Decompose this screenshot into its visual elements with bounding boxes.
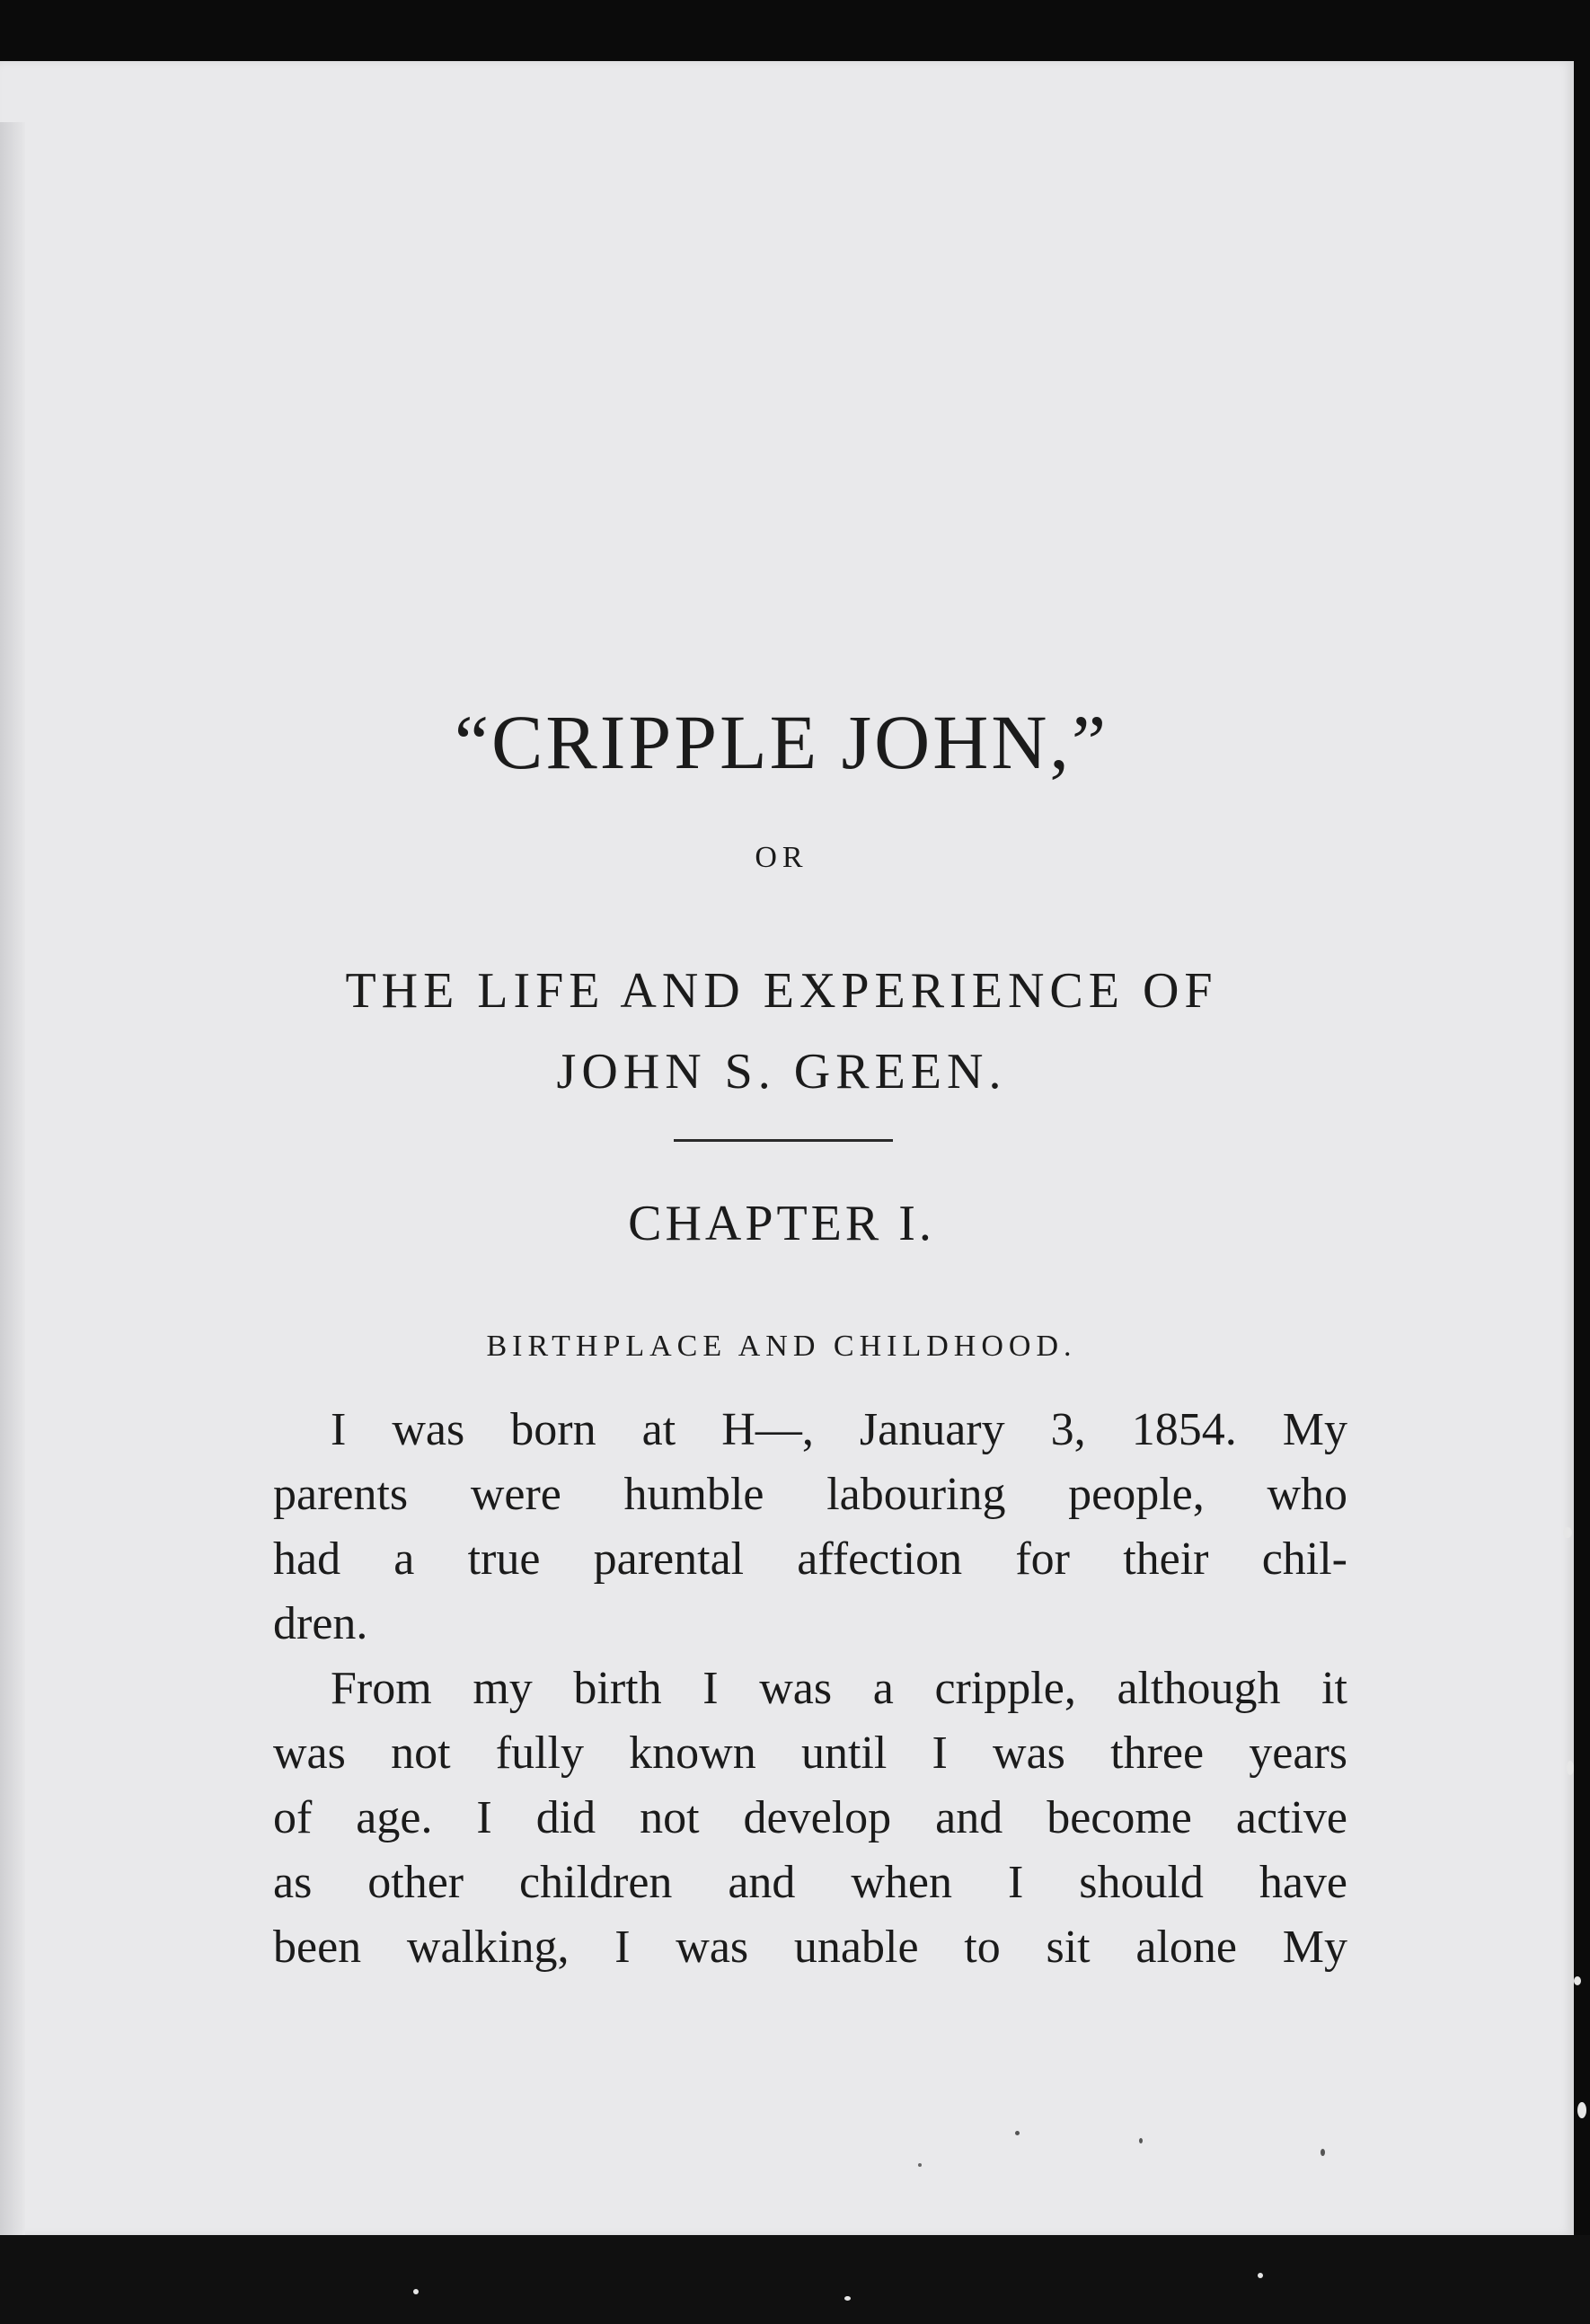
page-left-shadow bbox=[0, 122, 25, 2296]
scan-bottom-border bbox=[0, 2235, 1590, 2324]
divider-rule bbox=[674, 1139, 893, 1142]
scan-speck bbox=[1258, 2273, 1263, 2278]
text-line: parents were humble labouring people, who bbox=[273, 1469, 1347, 1520]
scan-speck bbox=[413, 2289, 419, 2294]
text-line: dren. bbox=[273, 1598, 368, 1649]
book-subtitle bbox=[216, 950, 1347, 1112]
text-line: I was born at H—, January 3, 1854. My bbox=[331, 1404, 1347, 1455]
title-connector: OR bbox=[755, 841, 808, 874]
text-line: been walking, I was unable to sit alone My bbox=[273, 1922, 1347, 1973]
text-line: From my birth I was a cripple, although it bbox=[331, 1663, 1347, 1714]
paragraph-2 bbox=[216, 1657, 1347, 1980]
text-line: had a true parental affection for their chil- bbox=[273, 1533, 1347, 1585]
subtitle-line-2: JOHN S. GREEN. bbox=[556, 1044, 1007, 1100]
scan-speck bbox=[1139, 2138, 1143, 2143]
scan-speck bbox=[844, 2296, 851, 2301]
page-content bbox=[216, 61, 1347, 2235]
text-line: as other children and when I should have bbox=[273, 1857, 1347, 1908]
text-line: was not fully known until I was three years bbox=[273, 1728, 1347, 1779]
subtitle-line-1: THE LIFE AND EXPERIENCE OF bbox=[345, 963, 1218, 1019]
scan-speck bbox=[1321, 2149, 1325, 2156]
chapter-body bbox=[216, 1398, 1347, 1980]
paragraph-1 bbox=[216, 1398, 1347, 1657]
chapter-heading: CHAPTER I. bbox=[628, 1196, 935, 1251]
book-title: “CRIPPLE JOHN,” bbox=[454, 699, 1109, 785]
scan-speck bbox=[918, 2163, 922, 2167]
scan-speck bbox=[1015, 2131, 1020, 2135]
chapter-subheading: BIRTHPLACE AND CHILDHOOD. bbox=[486, 1330, 1077, 1363]
scan-speck bbox=[1577, 2102, 1586, 2118]
scan-speck bbox=[1567, 1761, 1574, 1775]
text-line: of age. I did not develop and become active bbox=[273, 1792, 1347, 1843]
scan-speck bbox=[1563, 1527, 1572, 1538]
scan-speck bbox=[1574, 1976, 1581, 1985]
paper-page bbox=[0, 61, 1574, 2235]
